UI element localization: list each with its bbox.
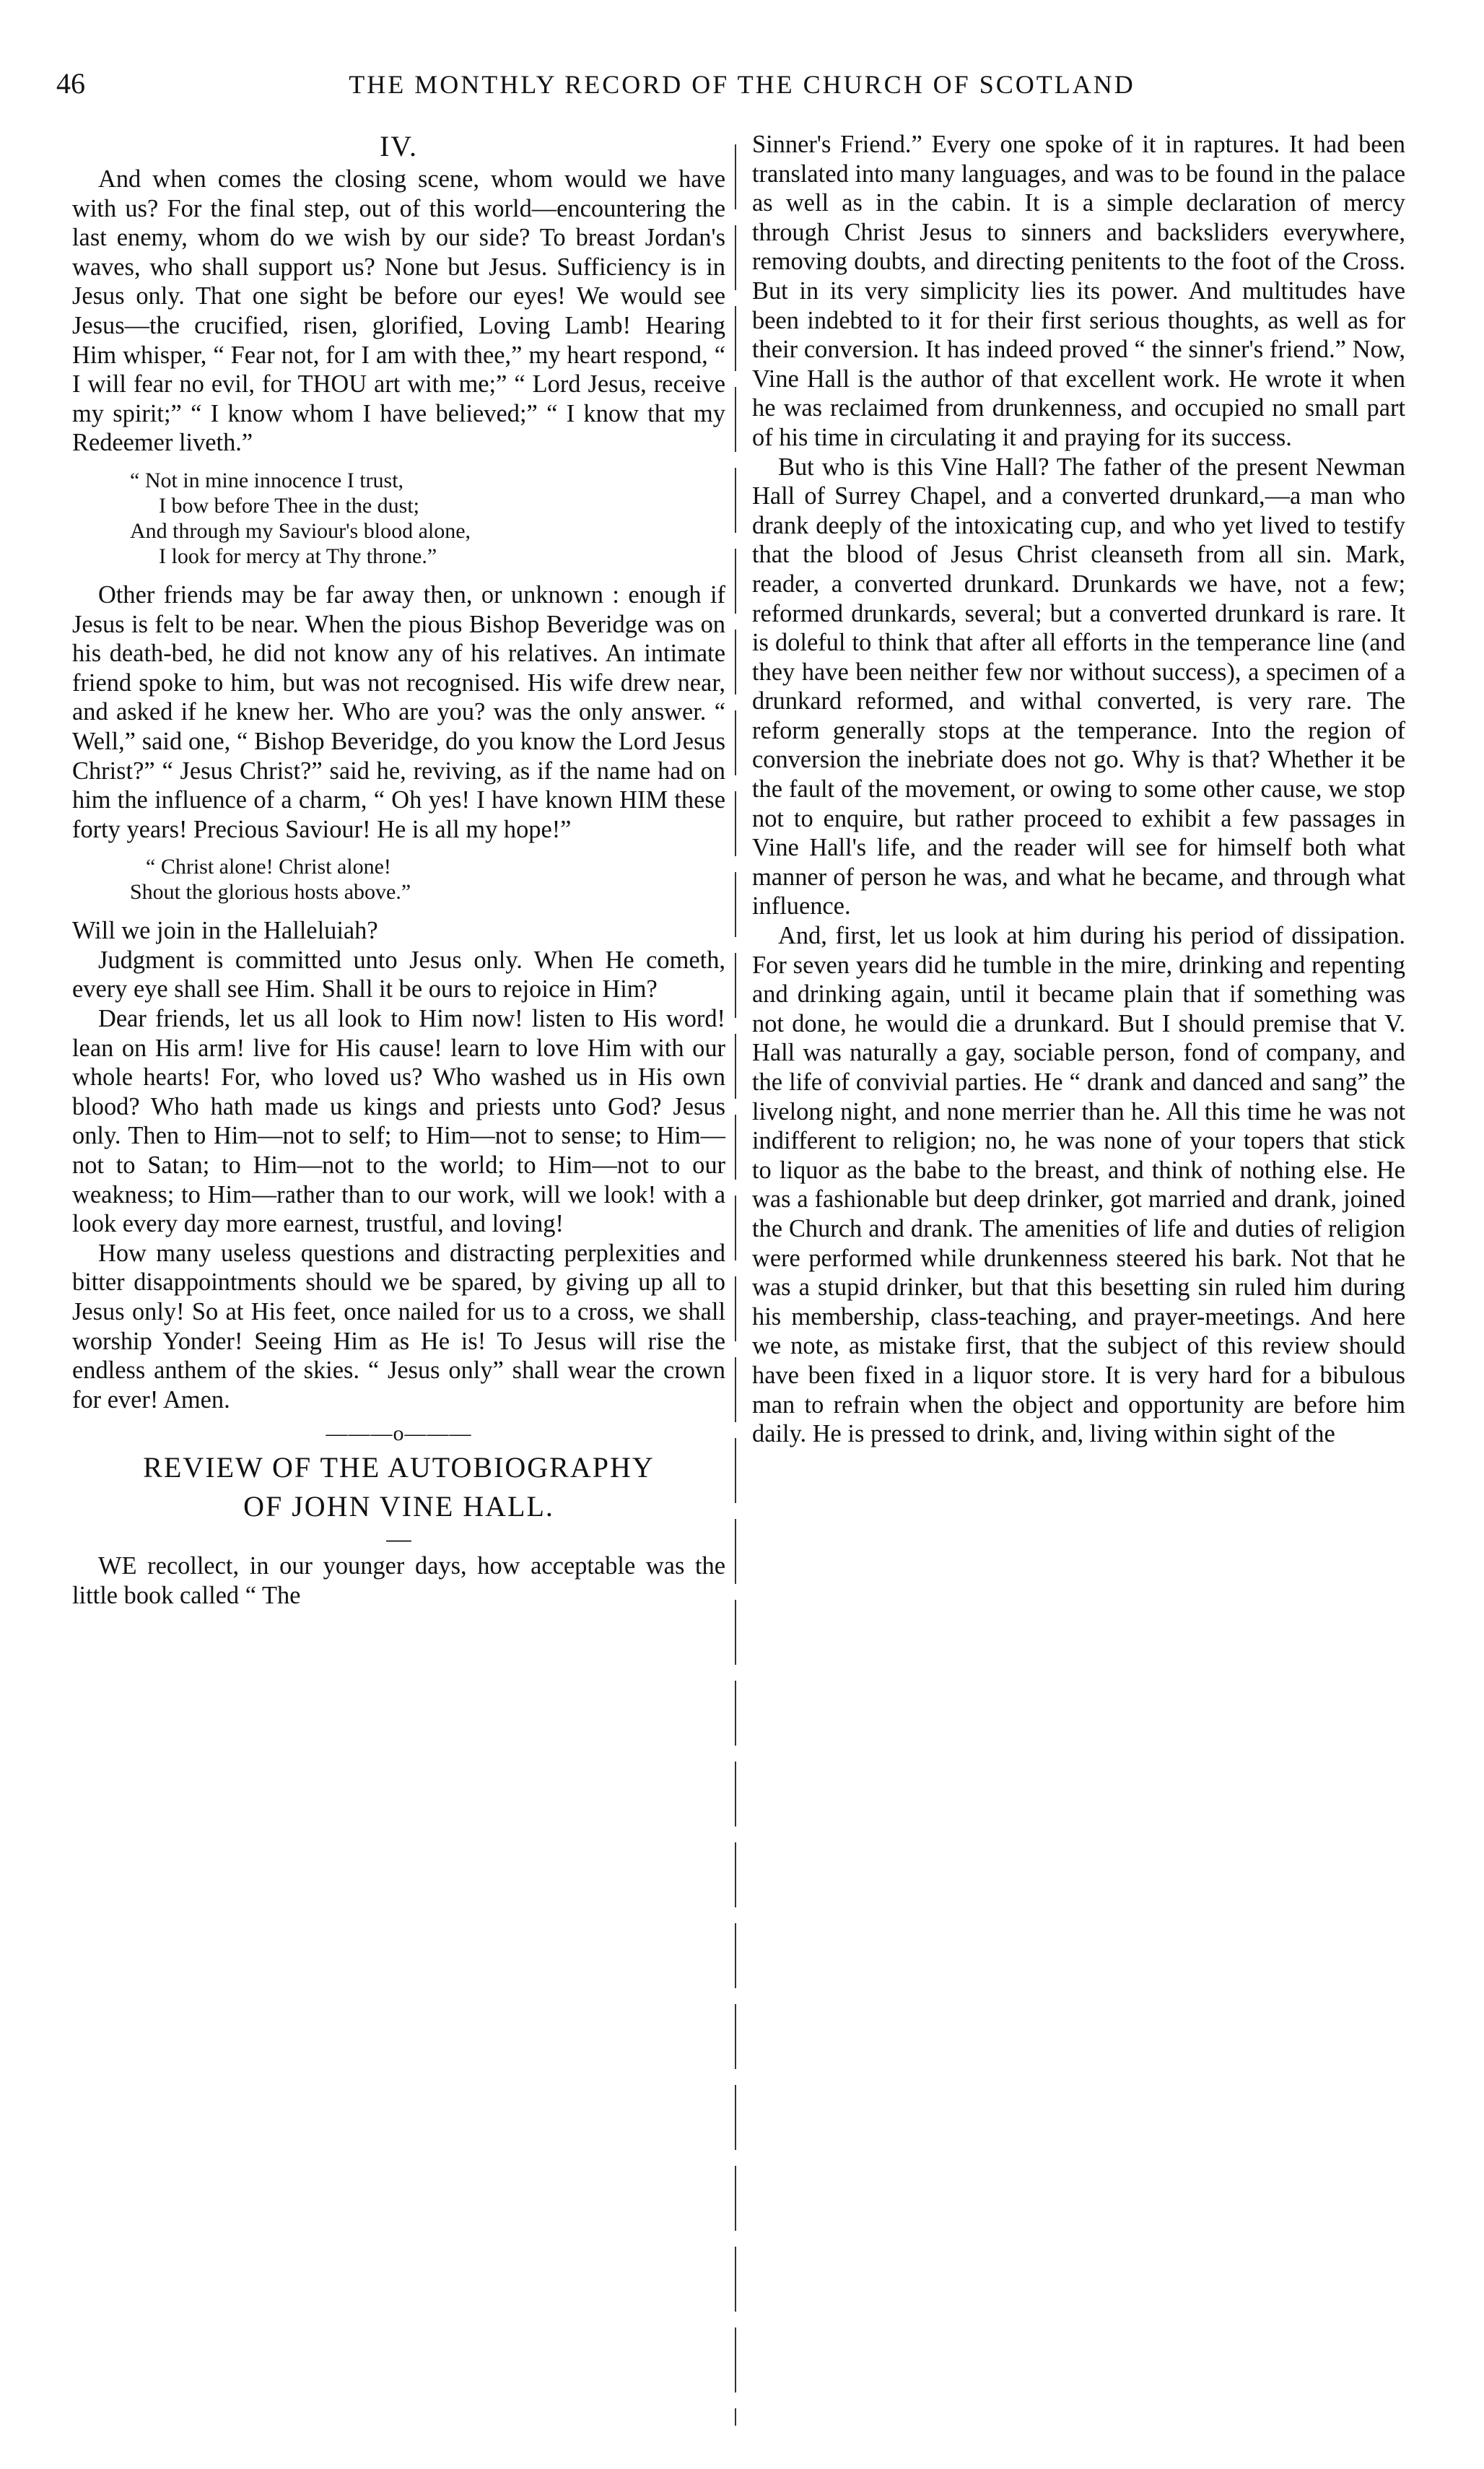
left-column bbox=[72, 130, 725, 1611]
paragraph: And when comes the closing scene, whom would we have with us? For the final step, out of this world—encountering the last enemy, whom do we wish by our side? To breast Jordan's waves, who shall support us? None but Jesus. Sufficiency is in Jesus only. That one sight be before our eyes! We would see Jesus—the crucified, risen, glorified, Loving Lamb! Hearing Him whisper, “ Fear not, for I am with thee,” my heart respond, “ I will fear no evil, for THOU art with me;” “ Lord Jesus, receive my spirit;” “ I know whom I have believed;” “ I know that my Redeemer liveth.” bbox=[72, 165, 725, 457]
column-divider bbox=[735, 144, 736, 2426]
verse-line: I bow before Thee in the dust; bbox=[159, 493, 420, 518]
paragraph: Will we join in the Halleluiah? bbox=[72, 917, 378, 945]
review-heading: REVIEW OF THE AUTOBIOGRAPHY bbox=[143, 1451, 655, 1484]
heading-dash: — bbox=[386, 1525, 411, 1554]
paragraph: Other friends may be far away then, or unknown : enough if Jesus is felt to be near. When the pious Bishop Beveridge was on his death-bed, he did not know any of his relatives. An intimate friend spoke to him, but was not recognised. His wife drew near, and asked if he knew her. Who are you? was the only answer. “ Well,” said one, “ Bishop Beveridge, do you know the Lord Jesus Christ?” “ Jesus Christ?” said he, reviving, as if the name had on him the influence of a charm, “ Oh yes! I have known HIM these forty years! Precious Saviour! He is all my hope!” bbox=[72, 580, 725, 843]
paragraph: How many useless questions and distracting perplexities and bitter disappointments should we be spared, by giving up all to Jesus only! So at His feet, once nailed for us to a cross, we shall worship Yonder! Seeing Him as He is! To Jesus will rise the endless anthem of the skies. “ Jesus only” shall wear the crown for ever! Amen. bbox=[72, 1239, 725, 1414]
paragraph: Sinner's Friend.” Every one spoke of it in raptures. It had been translated into many languages, and was to be found in the palace as well as in the cabin. It is a simple declaration of mercy through Christ Jesus to sinners and backsliders everywhere, removing doubts, and directing penitents to the foot of the Cross. But in its very simplicity lies its power. And multitudes have been indebted to it for their first serious thoughts, as well as for their conversion. It has indeed proved “ the sinner's friend.” Now, Vine Hall is the author of that excellent work. He wrote it when he was reclaimed from drunkenness, and occupied no small part of his time in circulating it and praying for its success. bbox=[752, 131, 1405, 451]
verse-line: And through my Saviour's blood alone, bbox=[130, 518, 471, 543]
page-number: 46 bbox=[56, 67, 85, 100]
verse-line: “ Christ alone! Christ alone! bbox=[146, 855, 391, 879]
running-head bbox=[56, 66, 1428, 110]
paragraph: Judgment is committed unto Jesus only. When He cometh, every eye shall see Him. Shall it be ours to rejoice in Him? bbox=[72, 946, 725, 1003]
running-title: THE MONTHLY RECORD OF THE CHURCH OF SCOTLAND bbox=[349, 70, 1135, 99]
paragraph: Dear friends, let us all look to Him now! listen to His word! lean on His arm! live for His cause! learn to love Him with our whole hearts! For, who loved us? Who washed us in His own blood? Who hath made us kings and priests unto God? Jesus only. Then to Him—not to self; to Him—not to sense; to Him—not to Satan; to Him—not to the world; to Him—not to our weakness; to Him—rather than to our work, will we look! with a look every day more earnest, trustful, and loving! bbox=[72, 1005, 725, 1238]
verse-quote bbox=[72, 854, 725, 905]
verse-line: “ Not in mine innocence I trust, bbox=[130, 468, 404, 492]
section-number: IV. bbox=[379, 130, 419, 162]
right-column bbox=[752, 130, 1405, 1449]
paragraph: WE recollect, in our younger days, how acceptable was the little book called “ The bbox=[72, 1552, 725, 1609]
review-subheading: OF JOHN VINE HALL. bbox=[243, 1490, 554, 1523]
paragraph: But who is this Vine Hall? The father of the present Newman Hall of Surrey Chapel, and a converted drunkard,—a man who drank deeply of the intoxicating cup, and who yet lived to testify that the blood of Jesus Christ cleanseth from all sin. Mark, reader, a converted drunkard. Drunkards we have, not a few; reformed drunkards, several; but a converted drunkard is rare. It is doleful to think that after all efforts in the temperance line (and they have been neither few nor without success), a specimen of a drunkard reformed, and withal converted, is very rare. The reform generally stops at the temperance. Into the region of conversion the inebriate does not go. Why is that? Whether it be the fault of the movement, or owing to some other cause, we stop not to enquire, but rather proceed to exhibit a few passages in Vine Hall's life, and the reader will see for himself both what manner of person he was, and what he became, and through what influence. bbox=[752, 453, 1405, 920]
verse-line: Shout the glorious hosts above.” bbox=[130, 880, 411, 905]
paragraph: And, first, let us look at him during his period of dissipation. For seven years did he tumble in the mire, drinking and repenting and drinking again, until it became plain that if something was not done, he would die a drunkard. But I should premise that V. Hall was naturally a gay, sociable person, fond of company, and the life of convivial parties. He “ drank and danced and sang” the livelong night, and none merrier than he. All this time he was not indifferent to religion; no, he was none of your topers that stick to liquor as the babe to the breast, and think of nothing else. He was a fashionable but deep drinker, got married and drank, joined the Church and drank. The amenities of life and duties of religion were performed while drunkenness steered his bark. Not that he was a stupid drinker, but that this besetting sin ruled him during his membership, class-teaching, and prayer-meetings. And here we note, as mistake first, that the subject of this review should have been fixed in a liquor store. It is very hard for a bibulous man to refrain when the object and opportunity are before him daily. He is pressed to drink, and, living within sight of the bbox=[752, 922, 1405, 1448]
section-separator: ———o——— bbox=[326, 1421, 472, 1446]
verse-quote bbox=[72, 468, 725, 569]
verse-line: I look for mercy at Thy throne.” bbox=[159, 544, 437, 568]
